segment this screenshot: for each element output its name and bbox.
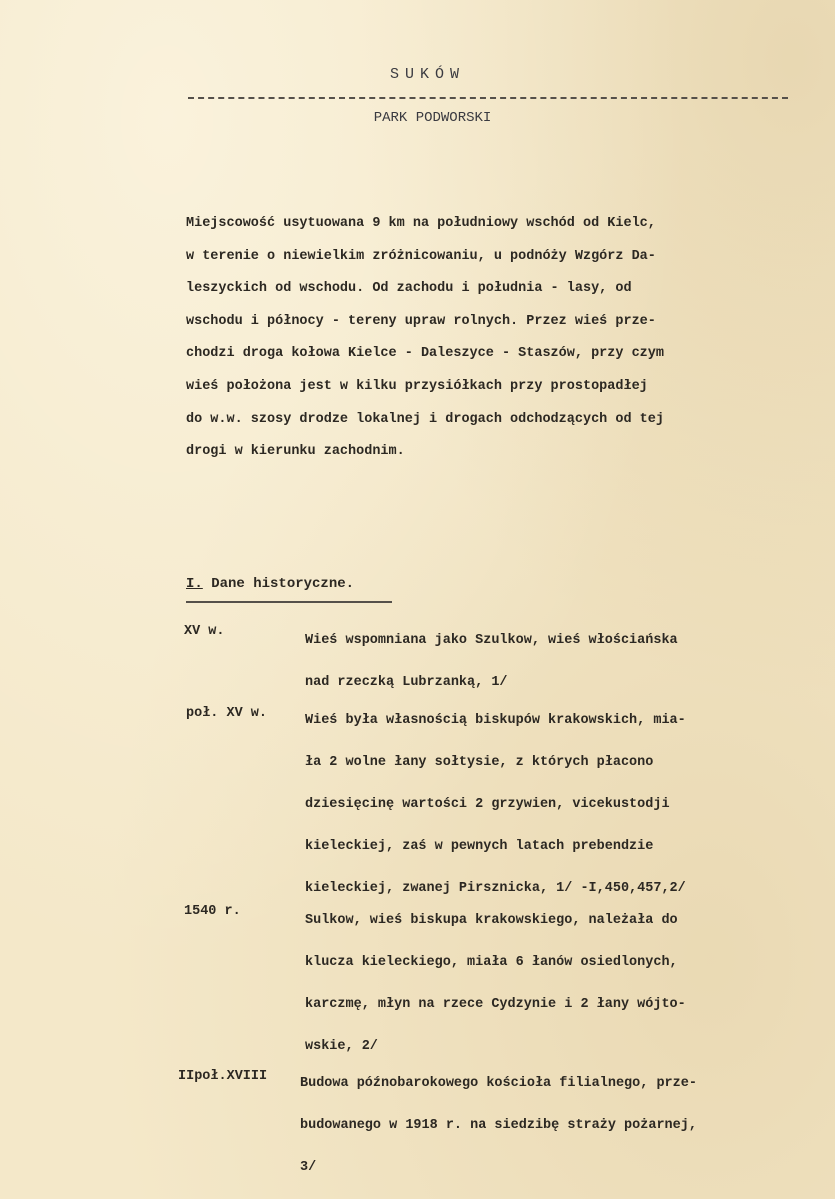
intro-line: Miejscowość usytuowana 9 km na południowy wschód od Kielc, (186, 216, 656, 231)
section-number: I. (186, 576, 203, 592)
entry-line: kieleckiej, zaś w pewnych latach prebendzie (305, 839, 654, 854)
entry-date: XV w. (184, 624, 225, 639)
document-subtitle: PARK PODWORSKI (373, 110, 492, 126)
entry-date: IIpoł.XVIII (178, 1069, 268, 1084)
entry-line: budowanego w 1918 r. na siedzibę straży pożarnej, (300, 1118, 697, 1133)
title-divider (188, 97, 788, 99)
section-title: Dane historyczne. (211, 576, 355, 592)
entry-line: ła 2 wolne łany sołtysie, z których płacono (305, 755, 654, 770)
intro-line: leszyckich od wschodu. Od zachodu i południa - lasy, od (186, 281, 632, 297)
intro-line: drogi w kierunku zachodnim. (186, 444, 405, 460)
entry-line: Wieś była własnością biskupów krakowskich, mia- (305, 713, 686, 728)
intro-line: wschodu i północy - tereny upraw rolnych. Przez wieś prze- (186, 313, 656, 329)
entry-line: karczmę, młyn na rzece Cydzynie i 2 łany wójto- (305, 997, 686, 1012)
entry-line: klucza kieleckiego, miała 6 łanów osiedlonych, (305, 955, 678, 970)
document-title: SUKÓW (389, 66, 465, 83)
section-underline (186, 601, 392, 603)
entry-line: dziesięcinę wartości 2 grzywien, vicekustodji (305, 797, 670, 812)
entry-line: Wieś wspomniana jako Szulkow, wieś włościańska (305, 633, 678, 648)
entry-line: kieleckiej, zwanej Pirsznicka, 1/ -I,450,457,2/ (305, 881, 686, 896)
intro-paragraph (186, 208, 796, 469)
entry-date: poł. XV w. (186, 706, 268, 721)
entry-line: wskie, 2/ (305, 1039, 378, 1054)
entry-line: Sulkow, wieś biskupa krakowskiego, należała do (305, 913, 678, 928)
intro-line: chodzi droga kołowa Kielce - Daleszyce - Staszów, przy czym (186, 346, 664, 362)
entry-line: 3/ (300, 1160, 317, 1175)
entry-text (305, 700, 805, 910)
entry-line: nad rzeczką Lubrzanką, 1/ (305, 675, 508, 690)
entry-text (305, 620, 805, 704)
entry-text (305, 900, 805, 1068)
entry-line: Budowa późnobarokowego kościoła filialnego, prze- (300, 1076, 697, 1091)
entry-text (300, 1063, 800, 1189)
section-heading (186, 576, 354, 592)
entry-date: 1540 r. (184, 904, 241, 919)
intro-line: w terenie o niewielkim zróżnicowaniu, u podnóży Wzgórz Da- (186, 248, 656, 264)
intro-line: wieś położona jest w kilku przysiółkach przy prostopadłej (186, 378, 648, 394)
intro-line: do w.w. szosy drodze lokalnej i drogach odchodzących od tej (186, 411, 664, 427)
